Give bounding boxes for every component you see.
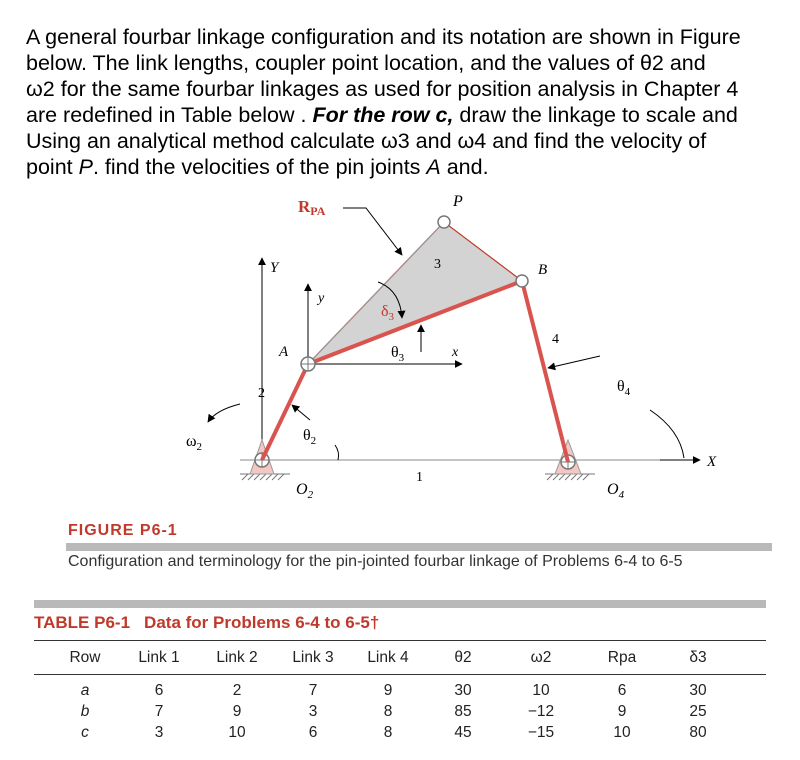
table-cell: 10 — [228, 723, 246, 741]
theta3-label: $\theta_3$ — [391, 344, 405, 364]
link-2-label: 2 — [258, 386, 265, 401]
problem-line-4 — [26, 102, 788, 128]
pin-b — [516, 275, 528, 287]
b-label: B — [538, 262, 548, 278]
theta4-label: $\theta_4$ — [617, 378, 631, 398]
table-cell: 6 — [154, 681, 164, 699]
ground-hatch-o2 — [240, 474, 290, 480]
table-cell: 10 — [532, 681, 550, 699]
table-header-row — [50, 644, 734, 672]
problem-line-2: below. The link lengths, coupler point location, and the values of θ2 and — [26, 51, 706, 75]
link-3-label: 3 — [434, 257, 441, 272]
table-cell: 6 — [308, 723, 318, 741]
table-label: TABLE P6-1 — [34, 613, 131, 632]
table-cell: 30 — [454, 681, 472, 699]
link-1-label: 1 — [416, 470, 423, 485]
table-cell: 6 — [617, 681, 627, 699]
table-subtitle: Data for Problems 6-4 to 6-5† — [144, 613, 380, 632]
point-p — [438, 216, 450, 228]
table-cell: 80 — [689, 723, 707, 741]
point-p-text: P — [78, 155, 93, 179]
header-cell: θ2 — [454, 649, 472, 666]
problem-line-4c: draw the linkage to scale and — [453, 103, 738, 127]
figure-title: FIGURE P6-1 — [68, 522, 178, 539]
header-cell: Row — [69, 649, 101, 666]
table-cell: 9 — [617, 702, 627, 720]
table-cell: 3 — [308, 702, 318, 720]
local-x-label: x — [452, 345, 459, 360]
table-row — [50, 701, 734, 722]
y-axis-label: Y — [270, 260, 279, 276]
table-cell: 8 — [383, 702, 393, 720]
table-rule — [34, 600, 766, 608]
table-cell: 2 — [232, 681, 242, 699]
table-cell: −15 — [527, 723, 555, 741]
problem-line-6e: and. — [440, 155, 489, 179]
p-label: P — [453, 193, 463, 210]
table-cell: 9 — [383, 681, 393, 699]
problem-statement — [26, 24, 788, 180]
local-y-label: y — [318, 291, 325, 306]
table-top-line — [34, 640, 766, 641]
omega2-label: $\omega_2$ — [186, 433, 203, 453]
problem-line-4a: are redefined in Table below . — [26, 103, 313, 127]
table-row — [50, 680, 734, 701]
table-cell: 8 — [383, 723, 393, 741]
problem-line-6 — [26, 154, 788, 180]
header-cell: ω2 — [530, 649, 552, 666]
link4-leader — [548, 356, 600, 368]
figure-rule — [66, 543, 772, 551]
rpa-leader — [343, 208, 402, 255]
link-4 — [522, 281, 568, 462]
row-c-emphasis: For the row c, — [312, 103, 454, 127]
problem-line-6c: . find the velocities of the pin joints — [92, 155, 427, 179]
table-cell: 85 — [454, 702, 472, 720]
link2-leader — [292, 405, 310, 420]
table-cell: −12 — [527, 702, 555, 720]
row-label: a — [80, 681, 90, 699]
o2-label: $O_2$ — [296, 481, 314, 501]
data-table — [50, 644, 734, 743]
theta2-label: $\theta_2$ — [303, 427, 317, 447]
rpa-label: RPA — [298, 197, 326, 218]
problem-line-1: A general fourbar linkage configuration and its notation are shown in Figure — [26, 25, 741, 49]
problem-line-6a: point — [26, 155, 79, 179]
theta4-arc — [650, 410, 684, 458]
figure-caption: Configuration and terminology for the pin-jointed fourbar linkage of Problems 6-4 to 6-5 — [68, 553, 683, 570]
header-cell: Link 2 — [216, 649, 258, 666]
x-axis-label: X — [707, 454, 717, 470]
header-cell: Link 4 — [367, 649, 409, 666]
problem-line-3: ω2 for the same fourbar linkages as used for position analysis in Chapter 4 — [26, 77, 739, 101]
table-cell: 9 — [232, 702, 242, 720]
table-cell: 25 — [689, 702, 707, 720]
link-4-label: 4 — [552, 332, 559, 347]
table-cell: 7 — [308, 681, 318, 699]
table-cell: 3 — [154, 723, 164, 741]
table-cell: 30 — [689, 681, 707, 699]
table-cell: 10 — [613, 723, 631, 741]
fourbar-linkage-figure — [0, 180, 800, 520]
header-cell: Link 1 — [138, 649, 180, 666]
header-cell: δ3 — [689, 649, 707, 666]
delta3-label: $\delta_3$ — [381, 303, 395, 323]
table-row — [50, 722, 734, 743]
table-cell: 7 — [154, 702, 164, 720]
header-cell: Link 3 — [292, 649, 334, 666]
header-cell: Rpa — [607, 649, 637, 666]
table-cell: 45 — [454, 723, 472, 741]
row-label: c — [81, 723, 89, 741]
point-a-text: A — [426, 155, 441, 179]
table-title — [34, 613, 379, 633]
theta2-arc — [335, 445, 339, 460]
row-label: b — [80, 702, 90, 720]
o4-label: $O_4$ — [607, 481, 625, 501]
omega2-arc — [208, 404, 240, 422]
ground-hatch-o4 — [545, 474, 595, 480]
a-label: A — [279, 344, 289, 360]
problem-line-5: Using an analytical method calculate ω3 and ω4 and find the velocity of — [26, 129, 707, 153]
